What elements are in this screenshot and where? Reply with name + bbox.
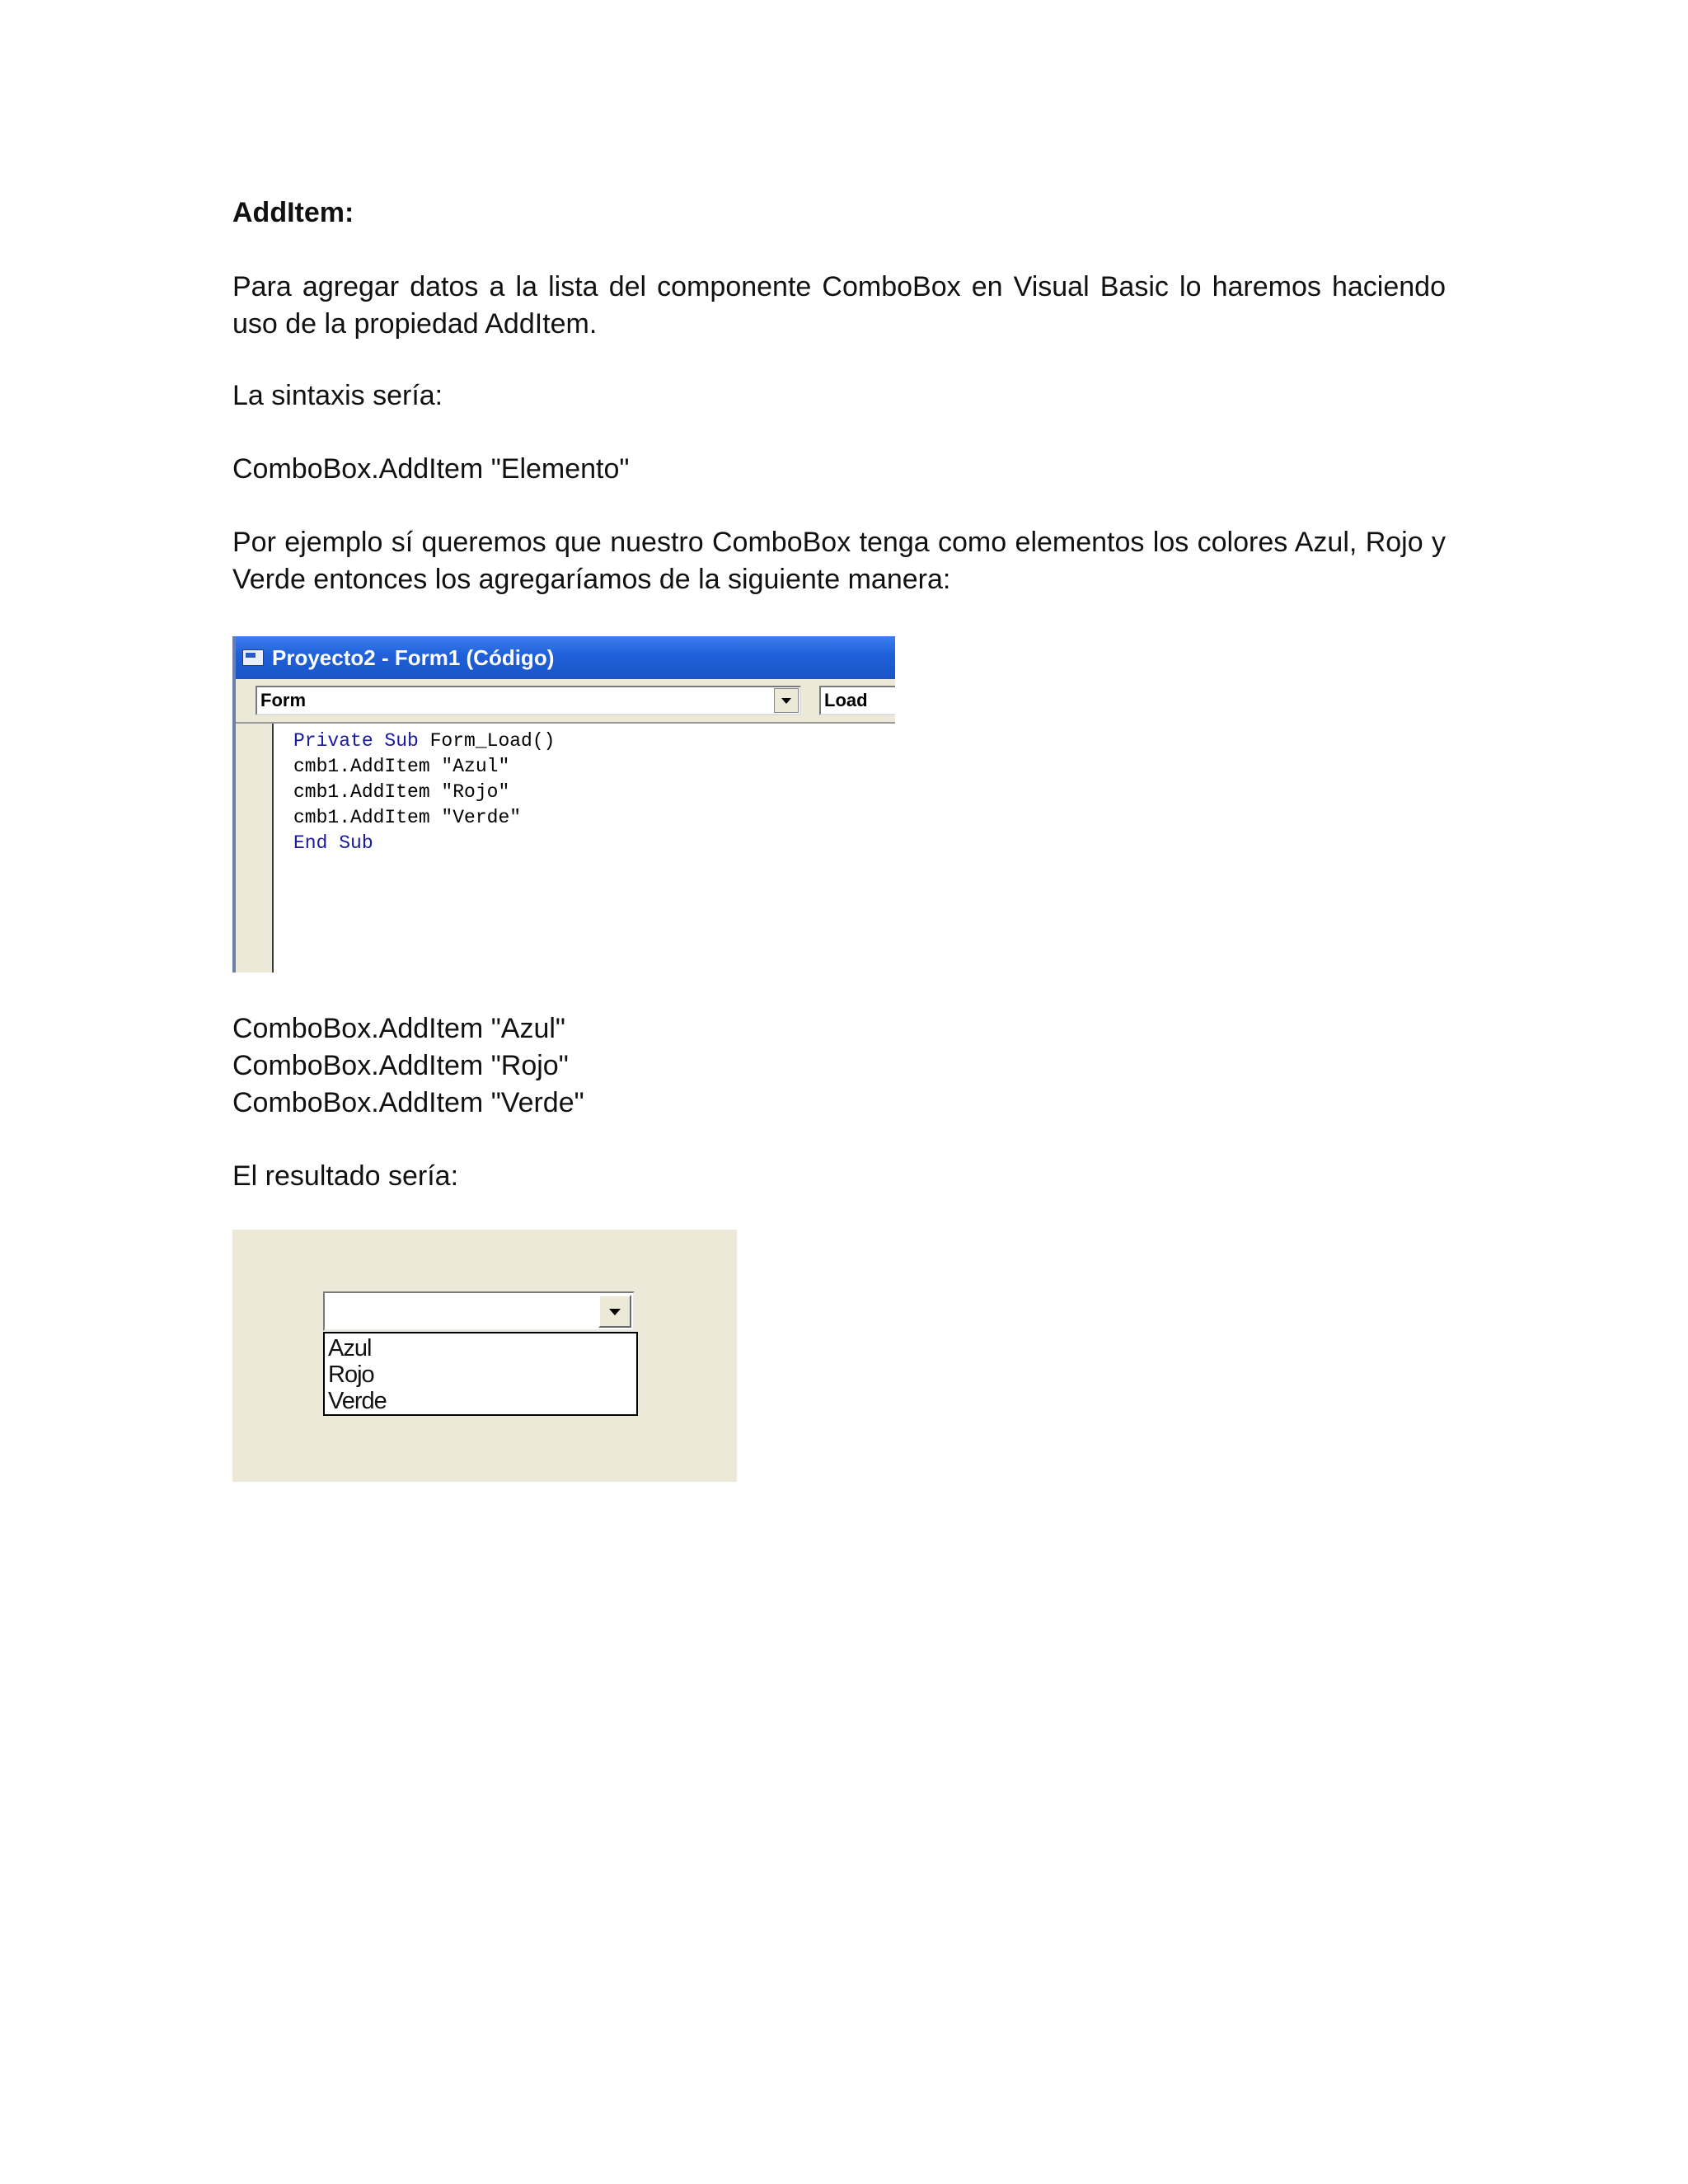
example-line-verde: ComboBox.AddItem "Verde" [232, 1087, 584, 1118]
example-line-azul: ComboBox.AddItem "Azul" [232, 1013, 565, 1044]
chevron-down-icon[interactable] [774, 688, 799, 713]
intro-paragraph: Para agregar datos a la lista del componente ComboBox en Visual Basic lo haremos haciendo uso de la propiedad AddItem. [232, 271, 1446, 340]
code-window-title: Proyecto2 - Form1 (Código) [272, 644, 555, 670]
syntax-label: La sintaxis sería: [232, 380, 443, 411]
chevron-down-icon[interactable] [598, 1295, 631, 1328]
code-keyword: Private Sub [293, 730, 419, 752]
code-window-titlebar[interactable] [236, 636, 895, 679]
example-line-rojo: ComboBox.AddItem "Rojo" [232, 1050, 569, 1081]
syntax-example: ComboBox.AddItem "Elemento" [232, 453, 630, 485]
result-label: El resultado sería: [232, 1160, 459, 1192]
procedure-combo[interactable] [819, 686, 895, 715]
code-line-4: cmb1.AddItem "Verde" [293, 807, 522, 828]
section-heading: AddItem: [232, 197, 354, 228]
list-item-azul[interactable]: Azul [328, 1335, 372, 1361]
list-item-verde[interactable]: Verde [328, 1388, 387, 1414]
example-paragraph: Por ejemplo sí queremos que nuestro ComboBox tenga como elementos los colores Azul, Rojo y Verde entonces los agregaríamos de la siguiente manera: [232, 527, 1446, 595]
result-combobox[interactable] [323, 1291, 635, 1331]
result-form [232, 1230, 737, 1482]
code-editor[interactable] [293, 729, 555, 856]
result-combobox-list [323, 1332, 638, 1416]
code-window [232, 636, 895, 972]
code-gutter [236, 724, 274, 972]
code-line-1: Form_Load() [418, 730, 556, 752]
code-line-2: cmb1.AddItem "Azul" [293, 756, 510, 777]
code-window-icon [242, 649, 264, 666]
procedure-combo-value: Load [824, 690, 868, 710]
code-line-3: cmb1.AddItem "Rojo" [293, 781, 510, 803]
object-combo[interactable] [256, 686, 801, 715]
object-combo-value: Form [260, 690, 306, 710]
code-window-toolbar [236, 679, 895, 724]
code-line-5: End Sub [293, 832, 373, 854]
list-item-rojo[interactable]: Rojo [328, 1361, 374, 1388]
